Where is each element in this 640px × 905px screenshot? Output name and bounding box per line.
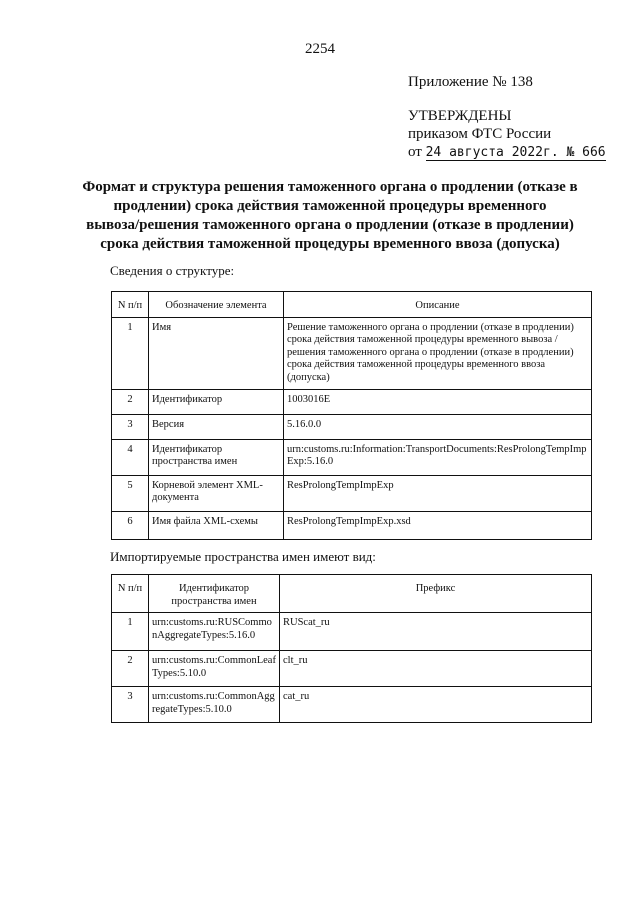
element-description: ResProlongTempImpExp	[284, 475, 592, 511]
element-name: Идентификатор пространства имен	[149, 439, 284, 475]
table-row	[112, 414, 592, 439]
page-number: 2254	[305, 41, 335, 57]
namespace-identifier: urn:customs.ru:CommonAggregateTypes:5.10.0	[149, 687, 280, 723]
title-line: Формат и структура решения таможенного органа о продлении (отказе в	[82, 179, 578, 195]
table-row	[112, 687, 592, 723]
element-description: Решение таможенного органа о продлении (отказе в продлении) срока действия таможенной процедуры временного вывоза / решения таможенного органа о продлении (отказе в продлении) срока действия таможенной процедуры временного ввоза (допуска)	[284, 317, 592, 389]
row-number: 1	[112, 317, 149, 389]
title-line: срока действия таможенной процедуры временного ввоза (допуска)	[100, 236, 560, 252]
row-number: 6	[112, 511, 149, 539]
column-header: N п/п	[112, 292, 149, 318]
title-line: вывоза/решения таможенного органа о продлении (отказе в продлении)	[86, 217, 574, 233]
element-description: urn:customs.ru:Information:TransportDocuments:ResProlongTempImpExp:5.16.0	[284, 439, 592, 475]
table-row	[112, 511, 592, 539]
element-name: Версия	[149, 414, 284, 439]
element-name: Корневой элемент XML-документа	[149, 475, 284, 511]
row-number: 4	[112, 439, 149, 475]
title-line: продлении) срока действия таможенной процедуры временного	[113, 198, 547, 214]
structure-caption: Сведения о структуре:	[110, 263, 235, 278]
table-row	[112, 475, 592, 511]
table-row	[112, 439, 592, 475]
element-description: ResProlongTempImpExp.xsd	[284, 511, 592, 539]
namespace-identifier: urn:customs.ru:CommonLeafTypes:5.10.0	[149, 651, 280, 687]
table-row	[112, 389, 592, 414]
table-header-row	[112, 292, 592, 318]
namespaces-caption: Импортируемые пространства имен имеют вид:	[110, 549, 376, 564]
table-row	[112, 613, 592, 651]
table-header-row	[112, 575, 592, 613]
column-header: N п/п	[112, 575, 149, 613]
table-row	[112, 651, 592, 687]
column-header: Описание	[284, 292, 592, 318]
approval-from-prefix: от	[408, 144, 422, 160]
document-title	[82, 178, 578, 254]
row-number: 3	[112, 414, 149, 439]
approval-heading: УТВЕРЖДЕНЫ	[408, 108, 512, 124]
approval-block	[408, 107, 606, 162]
column-header: Идентификатор пространства имен	[149, 575, 280, 613]
namespace-prefix: cat_ru	[280, 687, 592, 723]
namespace-prefix: clt_ru	[280, 651, 592, 687]
table-row	[112, 317, 592, 389]
namespace-identifier: urn:customs.ru:RUSCommonAggregateTypes:5.16.0	[149, 613, 280, 651]
element-description: 1003016E	[284, 389, 592, 414]
approval-date-handwritten: 24 августа 2022г. № 666	[425, 145, 606, 160]
approval-date-line	[408, 143, 606, 162]
structure-table	[111, 291, 592, 540]
column-header: Обозначение элемента	[149, 292, 284, 318]
row-number: 2	[112, 389, 149, 414]
element-name: Имя файла XML-схемы	[149, 511, 284, 539]
approval-order-line: приказом ФТС России	[408, 126, 552, 142]
namespace-prefix: RUScat_ru	[280, 613, 592, 651]
column-header: Префикс	[280, 575, 592, 613]
row-number: 5	[112, 475, 149, 511]
element-name: Имя	[149, 317, 284, 389]
element-description: 5.16.0.0	[284, 414, 592, 439]
namespaces-table	[111, 574, 592, 723]
row-number: 2	[112, 651, 149, 687]
row-number: 3	[112, 687, 149, 723]
appendix-label: Приложение № 138	[408, 74, 533, 90]
row-number: 1	[112, 613, 149, 651]
element-name: Идентификатор	[149, 389, 284, 414]
